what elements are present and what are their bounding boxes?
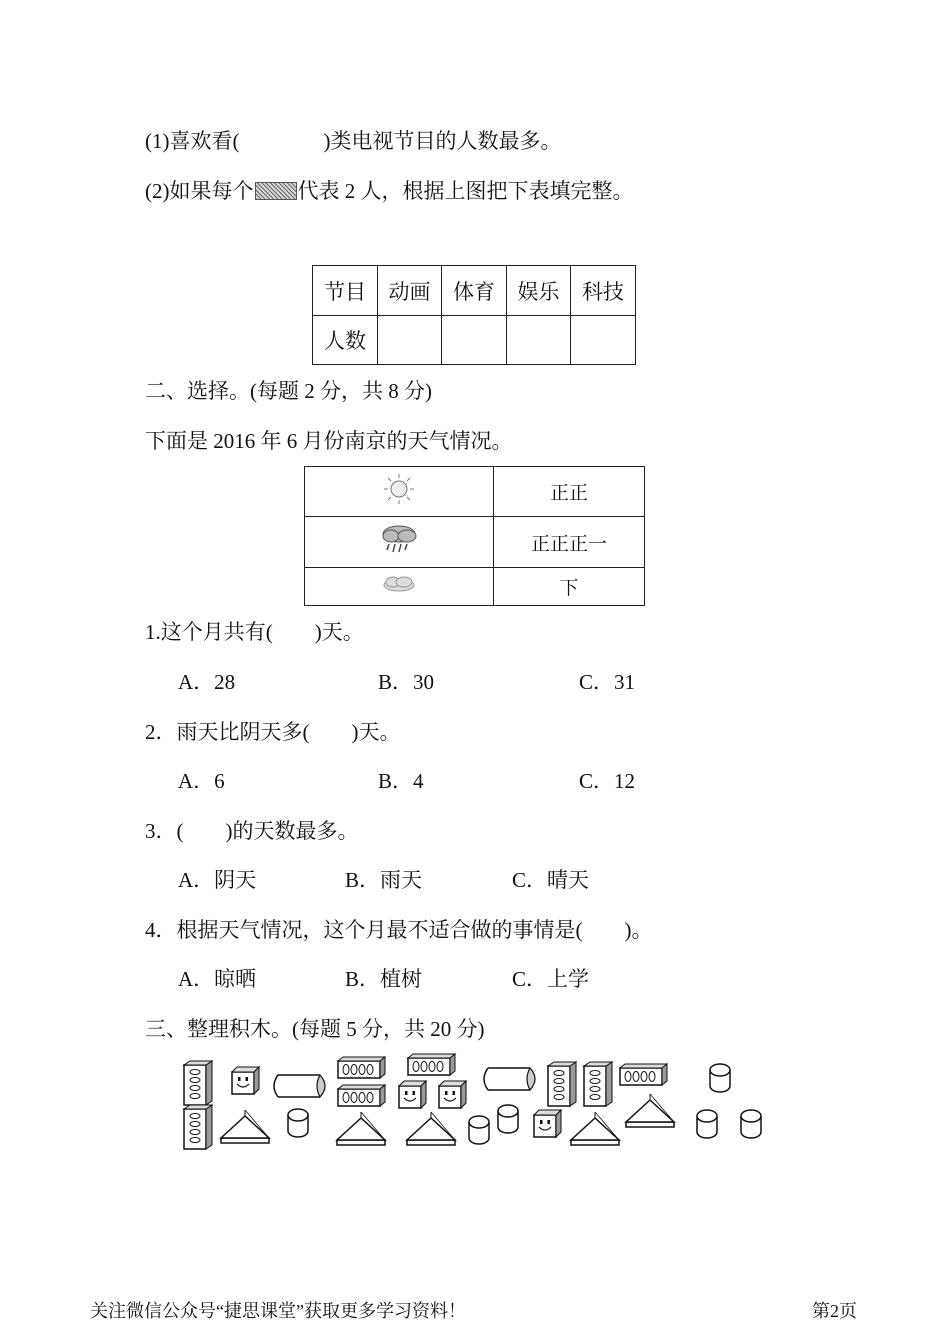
brick-block [548, 1062, 576, 1106]
choice-option[interactable]: B．雨天 [345, 868, 423, 892]
half-cylinder-block [484, 1068, 535, 1090]
building-blocks-illustration [175, 1052, 775, 1152]
hatched-square-icon [255, 182, 297, 200]
choice-option[interactable]: C．31 [579, 670, 636, 694]
choice-option[interactable]: C．上学 [512, 967, 590, 991]
choice-option[interactable]: B．植树 [345, 967, 423, 991]
cloud-icon [305, 568, 494, 606]
choice-option[interactable]: A．6 [178, 769, 225, 793]
section-2-title: 二、选择。(每题 2 分，共 8 分) [145, 379, 432, 403]
table-header-cell: 体育 [442, 266, 507, 316]
question-2-fill-table [145, 178, 634, 204]
tally-sunny: 正正 [494, 467, 645, 517]
footer-note: 关注微信公众号“捷思课堂”获取更多学习资料！ [90, 1301, 466, 1321]
sun-icon [305, 467, 494, 517]
answer-cell[interactable] [378, 316, 442, 365]
choice-option[interactable]: C．晴天 [512, 868, 590, 892]
choice-option[interactable]: A．28 [178, 670, 236, 694]
tally-rainy: 正正正一 [494, 517, 645, 568]
table-header-cell: 娱乐 [507, 266, 571, 316]
answer-cell[interactable] [442, 316, 507, 365]
table-header-cell: 节目 [313, 266, 378, 316]
choice-question-1: 1.这个月共有( )天。 [145, 620, 364, 644]
brick-block [408, 1054, 455, 1075]
section-3-title: 三、整理积木。(每题 5 分，共 20 分) [145, 1017, 485, 1041]
triangle-block [221, 1110, 269, 1143]
cylinder-block [710, 1064, 730, 1092]
tally-table [312, 265, 636, 365]
section-2-intro: 下面是 2016 年 6 月份南京的天气情况。 [145, 429, 513, 453]
page-number: 第2页 [812, 1301, 857, 1321]
choice-option[interactable]: C．12 [579, 769, 636, 793]
tally-cloudy: 下 [494, 568, 645, 606]
brick-block [338, 1085, 385, 1106]
brick-block [338, 1057, 385, 1078]
triangle-block [571, 1112, 619, 1145]
brick-block [184, 1061, 212, 1105]
question-2-text-after: 代表 2 人，根据上图把下表填完整。 [297, 179, 634, 203]
cylinder-block [498, 1105, 518, 1133]
weather-table [304, 466, 645, 606]
half-cylinder-block [274, 1075, 325, 1097]
choice-option[interactable]: A．晾晒 [178, 967, 257, 991]
triangle-block [407, 1112, 455, 1145]
triangle-block [337, 1112, 385, 1145]
cube-block [534, 1110, 561, 1137]
weather-row-sunny [305, 467, 645, 517]
choice-option[interactable]: B．30 [378, 670, 435, 694]
answer-cell[interactable] [571, 316, 636, 365]
cylinder-block [469, 1116, 489, 1144]
answer-cell[interactable] [507, 316, 571, 365]
rain-cloud-icon [305, 517, 494, 568]
brick-block [620, 1064, 667, 1085]
cube-block [399, 1081, 426, 1108]
question-2-text-before: (2)如果每个 [145, 179, 254, 203]
choice-question-2: 2．雨天比阴天多( )天。 [145, 720, 401, 744]
cube-block [232, 1067, 259, 1094]
choice-question-4: 4．根据天气情况，这个月最不适合做的事情是( )。 [145, 918, 653, 942]
tally-table-header-row [313, 266, 636, 316]
choice-question-3: 3．( )的天数最多。 [145, 819, 359, 843]
choice-option[interactable]: B．4 [378, 769, 424, 793]
table-header-cell: 动画 [378, 266, 442, 316]
cylinder-block [288, 1109, 308, 1137]
brick-block [184, 1105, 212, 1149]
weather-row-cloudy [305, 568, 645, 606]
choice-option[interactable]: A．阴天 [178, 868, 257, 892]
cube-block [439, 1081, 466, 1108]
cylinder-block [741, 1110, 761, 1138]
triangle-block [626, 1094, 674, 1127]
table-header-cell: 科技 [571, 266, 636, 316]
weather-row-rainy [305, 517, 645, 568]
question-1-most-popular: (1)喜欢看( )类电视节目的人数最多。 [145, 129, 562, 153]
table-row-label: 人数 [313, 316, 378, 365]
cylinder-block [697, 1110, 717, 1138]
brick-block [584, 1062, 612, 1106]
tally-table-count-row [313, 316, 636, 365]
